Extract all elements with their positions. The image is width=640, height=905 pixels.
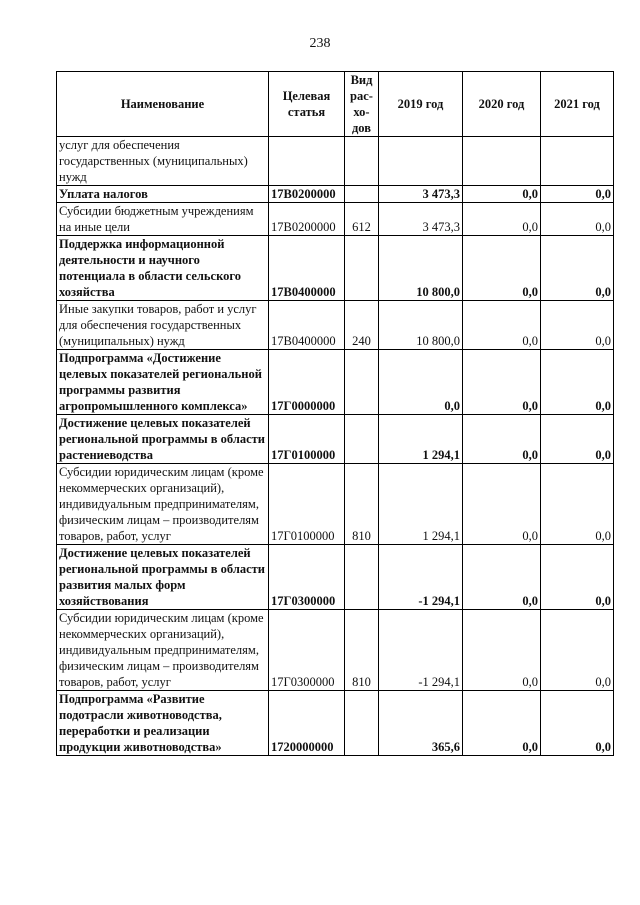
row-value-2020: 0,0 xyxy=(463,464,541,545)
row-value-2020: 0,0 xyxy=(463,610,541,691)
row-expense-type xyxy=(345,545,379,610)
row-expense-type: 612 xyxy=(345,203,379,236)
row-target-article: 17В0400000 xyxy=(269,301,345,350)
row-value-2021 xyxy=(541,137,614,186)
row-value-2020: 0,0 xyxy=(463,545,541,610)
row-expense-type: 810 xyxy=(345,610,379,691)
row-value-2020: 0,0 xyxy=(463,203,541,236)
header-2020: 2020 год xyxy=(463,72,541,137)
row-value-2019: 1 294,1 xyxy=(379,415,463,464)
row-value-2021: 0,0 xyxy=(541,691,614,756)
table-row xyxy=(57,610,614,691)
row-expense-type: 810 xyxy=(345,464,379,545)
row-target-article: 17Г0100000 xyxy=(269,415,345,464)
row-value-2019: 10 800,0 xyxy=(379,236,463,301)
row-value-2020: 0,0 xyxy=(463,350,541,415)
row-name: Субсидии бюджетным учреждениям на иные цели xyxy=(57,203,269,236)
row-expense-type xyxy=(345,236,379,301)
header-2021: 2021 год xyxy=(541,72,614,137)
row-value-2019: 0,0 xyxy=(379,350,463,415)
header-2019: 2019 год xyxy=(379,72,463,137)
budget-table xyxy=(56,71,614,756)
table-row xyxy=(57,186,614,203)
row-target-article: 17Г0300000 xyxy=(269,610,345,691)
row-value-2021: 0,0 xyxy=(541,186,614,203)
row-value-2021: 0,0 xyxy=(541,236,614,301)
row-value-2019: -1 294,1 xyxy=(379,545,463,610)
row-expense-type xyxy=(345,350,379,415)
row-name: Поддержка информационной деятельности и научного потенциала в области сельского хозяйства xyxy=(57,236,269,301)
row-name: Достижение целевых показателей региональной программы в области растениеводства xyxy=(57,415,269,464)
page-number: 238 xyxy=(309,36,331,51)
table-row xyxy=(57,691,614,756)
row-target-article: 17Г0300000 xyxy=(269,545,345,610)
table-header-row xyxy=(57,72,614,137)
row-value-2021: 0,0 xyxy=(541,415,614,464)
row-expense-type xyxy=(345,415,379,464)
row-value-2019: 365,6 xyxy=(379,691,463,756)
row-value-2019 xyxy=(379,137,463,186)
table-body xyxy=(57,137,614,756)
row-name: Иные закупки товаров, работ и услуг для обеспечения государственных (муниципальных) нужд xyxy=(57,301,269,350)
row-value-2019: 3 473,3 xyxy=(379,203,463,236)
table-row xyxy=(57,545,614,610)
row-target-article: 17Г0000000 xyxy=(269,350,345,415)
row-value-2019: 1 294,1 xyxy=(379,464,463,545)
table-row xyxy=(57,137,614,186)
row-expense-type: 240 xyxy=(345,301,379,350)
row-target-article: 17В0200000 xyxy=(269,203,345,236)
row-value-2021: 0,0 xyxy=(541,464,614,545)
table-row xyxy=(57,301,614,350)
row-value-2020: 0,0 xyxy=(463,415,541,464)
row-name: Подпрограмма «Достижение целевых показателей региональной программы развития агропромышленного комплекса» xyxy=(57,350,269,415)
row-target-article: 1720000000 xyxy=(269,691,345,756)
row-value-2021: 0,0 xyxy=(541,545,614,610)
row-value-2019: -1 294,1 xyxy=(379,610,463,691)
table-row xyxy=(57,236,614,301)
row-name: Субсидии юридическим лицам (кроме некоммерческих организаций), индивидуальным предпринимателям, физическим лицам – производителям товаров, работ, услуг xyxy=(57,464,269,545)
table-row xyxy=(57,203,614,236)
row-value-2020: 0,0 xyxy=(463,691,541,756)
row-expense-type xyxy=(345,186,379,203)
row-target-article: 17В0200000 xyxy=(269,186,345,203)
row-value-2019: 3 473,3 xyxy=(379,186,463,203)
row-value-2021: 0,0 xyxy=(541,301,614,350)
row-value-2020: 0,0 xyxy=(463,301,541,350)
row-target-article: 17Г0100000 xyxy=(269,464,345,545)
row-expense-type xyxy=(345,691,379,756)
row-expense-type xyxy=(345,137,379,186)
row-name: Достижение целевых показателей региональной программы в области развития малых форм хозяйствования xyxy=(57,545,269,610)
row-name: Субсидии юридическим лицам (кроме некоммерческих организаций), индивидуальным предпринимателям, физическим лицам – производителям товаров, работ, услуг xyxy=(57,610,269,691)
header-name: Наименование xyxy=(57,72,269,137)
row-name: Подпрограмма «Развитие подотрасли животноводства, переработки и реализации продукции животноводства» xyxy=(57,691,269,756)
row-value-2020: 0,0 xyxy=(463,236,541,301)
row-target-article xyxy=(269,137,345,186)
row-value-2021: 0,0 xyxy=(541,350,614,415)
row-value-2019: 10 800,0 xyxy=(379,301,463,350)
table-row xyxy=(57,415,614,464)
row-value-2020: 0,0 xyxy=(463,186,541,203)
row-value-2020 xyxy=(463,137,541,186)
header-expense-type: Вид рас-хо-дов xyxy=(345,72,379,137)
row-name: Уплата налогов xyxy=(57,186,269,203)
row-value-2021: 0,0 xyxy=(541,203,614,236)
row-name: услуг для обеспечения государственных (муниципальных) нужд xyxy=(57,137,269,186)
row-target-article: 17В0400000 xyxy=(269,236,345,301)
table-row xyxy=(57,350,614,415)
table-row xyxy=(57,464,614,545)
row-value-2021: 0,0 xyxy=(541,610,614,691)
header-target-article: Целевая статья xyxy=(269,72,345,137)
